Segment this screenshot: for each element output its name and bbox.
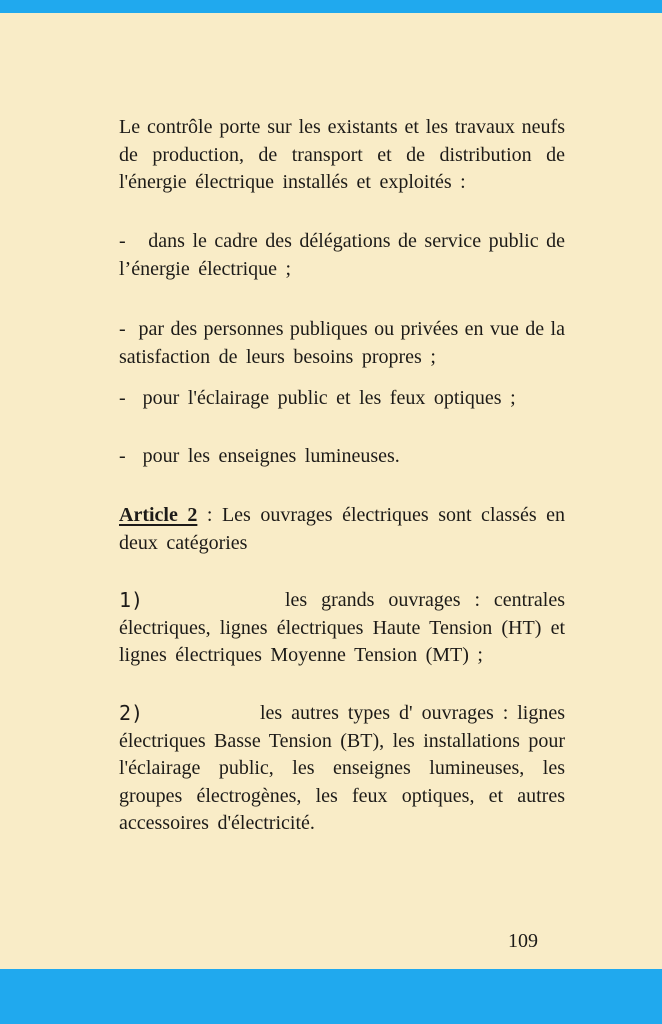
text-line: groupes électrogènes, les feux optiques, et autres: [119, 784, 565, 807]
list-item-text: les autres types d' ouvrages : lignes: [260, 702, 565, 724]
text-line: - par des personnes publiques ou privées en vue de la: [119, 318, 565, 340]
text-line: - pour les enseignes lumineuses.: [119, 445, 400, 467]
text-line: électriques Basse Tension (BT), les installations pour: [119, 729, 565, 752]
bottom-border-bar: [0, 969, 662, 1024]
paragraph-intro: [119, 114, 565, 197]
text-line: [119, 502, 565, 530]
paragraph-bullet-1: [119, 228, 565, 283]
paragraph-item-2: [119, 700, 565, 838]
text-line: l'énergie électrique installés et exploités :: [119, 171, 466, 193]
paragraph-bullet-3: [119, 385, 565, 413]
text-line: l'éclairage public, les enseignes lumineuses, les: [119, 757, 565, 779]
text-line: deux catégories: [119, 531, 248, 554]
text-line: de production, de transport et de distribution de: [119, 143, 565, 166]
text-line: satisfaction de leurs besoins propres ;: [119, 345, 436, 368]
text-line: accessoires d'électricité.: [119, 812, 315, 834]
article-heading: Article 2: [119, 504, 198, 526]
text-line: l’énergie électrique ;: [119, 257, 292, 280]
paragraph-bullet-4: [119, 443, 565, 471]
list-number: 1): [119, 588, 144, 612]
paragraph-article-2: [119, 502, 565, 557]
paragraph-bullet-2: [119, 316, 565, 371]
paragraph-item-1: [119, 587, 565, 670]
list-number: 2): [119, 701, 144, 725]
text-line: Le contrôle porte sur les existants et les travaux neufs: [119, 116, 565, 138]
text-line: électriques, lignes électriques Haute Tension (HT) et: [119, 616, 565, 639]
heading-text: : Les ouvrages électriques sont classés en: [197, 504, 565, 526]
text-line: - dans le cadre des délégations de service public de: [119, 230, 565, 252]
text-line: - pour l'éclairage public et les feux optiques ;: [119, 387, 516, 409]
text-line: lignes électriques Moyenne Tension (MT) ;: [119, 644, 483, 666]
list-item-text: les grands ouvrages : centrales: [285, 589, 565, 611]
page-number: 109: [508, 930, 538, 952]
text-line: [119, 587, 565, 615]
text-line: [119, 700, 565, 728]
